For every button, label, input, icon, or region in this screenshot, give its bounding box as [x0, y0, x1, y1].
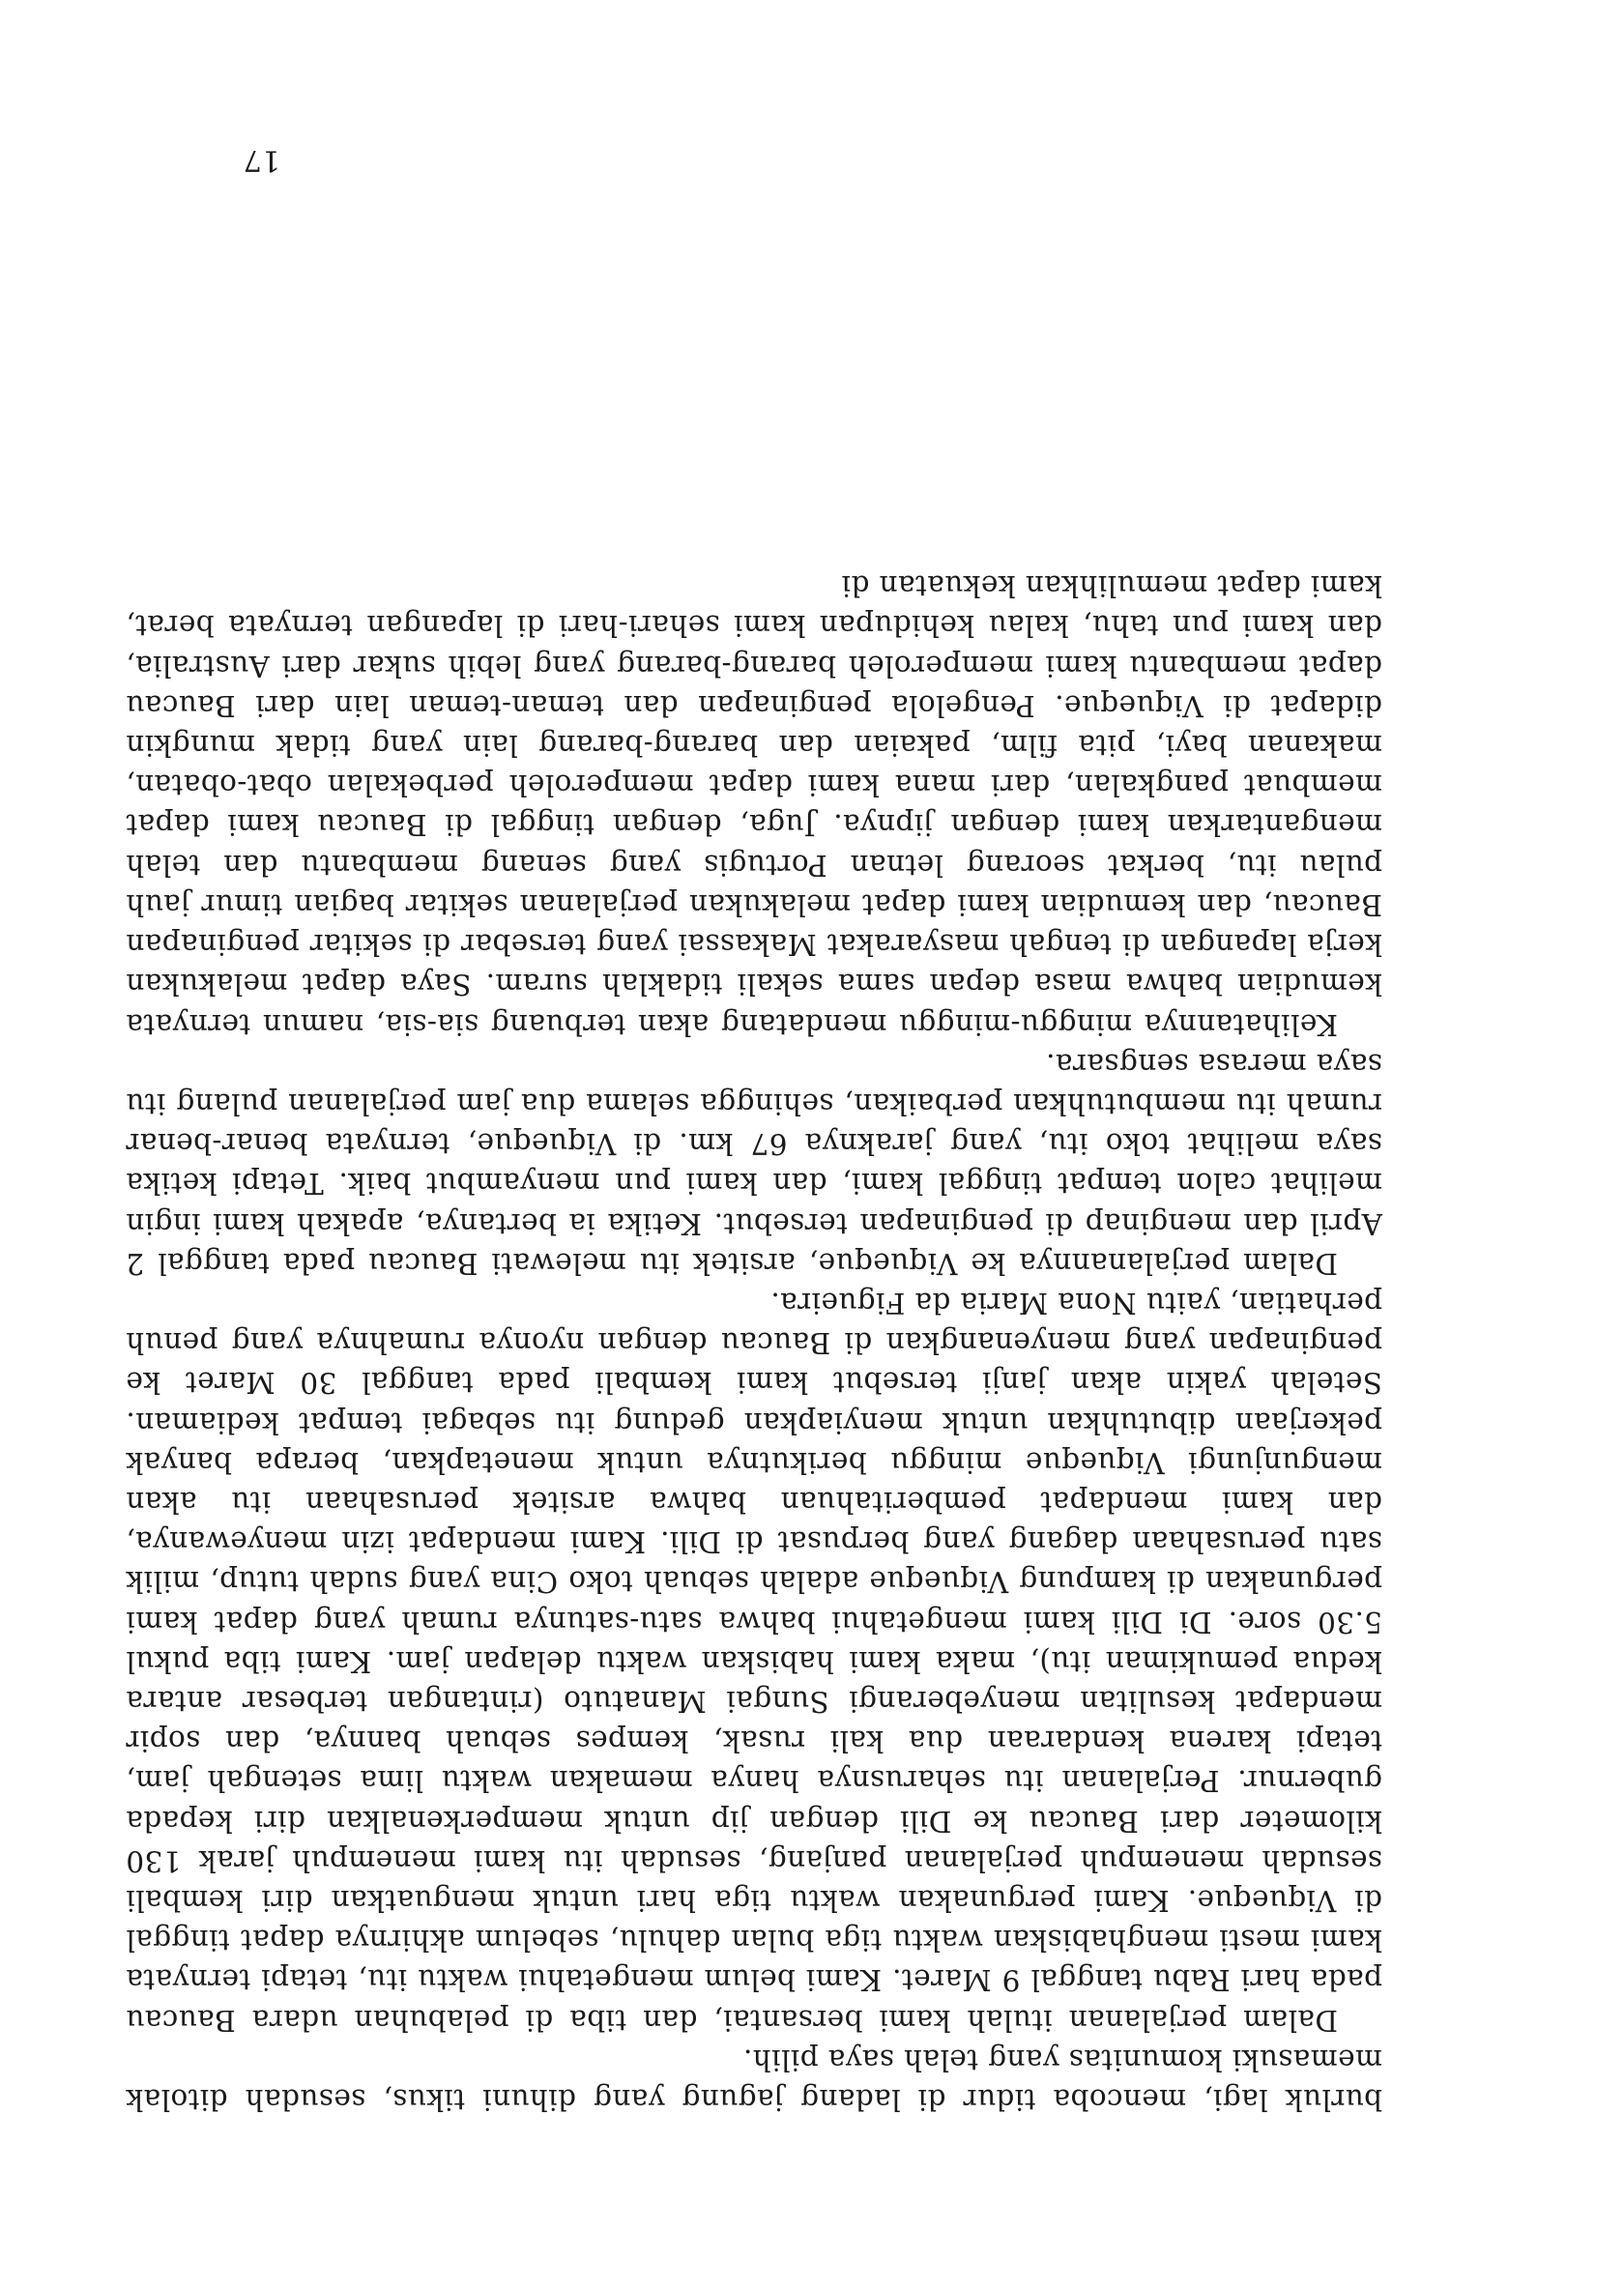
paragraph-continuation: burluk lagi, mencoba tidur di ladang jagung yang dihuni tikus, sesudah ditolak memasuki komunitas yang telah saya pilih.	[126, 2043, 1382, 2116]
paragraph: Dalam perjalanan itulah kami bersantai, dan tiba di pelabuhan udara Baucau pada hari Rabu tanggal 9 Maret. Kami belum mengetahui waktu itu, tetapi ternyata kami mesti menghabiskan waktu tiga bulan dahulu, sebelum akhirnya dapat tinggal di Viqueque. Kami pergunakan waktu tiga hari untuk menguatkan diri kembali sesudah menempuh perjalanan panjang, sesudah itu kami menempuh jarak 130 kilometer dari Baucau ke Dili dengan jip untuk memperkenalkan diri kepada gubernur. Perjalanan itu seharusnya hanya memakan waktu lima setengah jam, tetapi karena kendaraan dua kali rusak, kempes sebuah bannya, dan sopir mendapat kesulitan menyeberangi Sungai Manatuto (rintangan terbesar antara kedua pemukiman itu), maka kami habiskan waktu delapan jam. Kami tiba pukul 5.30 sore. Di Dili kami mengetahui bahwa satu-satunya rumah yang dapat kami pergunakan di kampung Viqueque adalah sebuah toko Cina yang sudah tutup, milik satu perusahaan dagang yang berpusat di Dili. Kami mendapat izin menyewanya, dan kami mendapat pemberitahuan bahwa arsitek perusahaan itu akan mengunjungi Viqueque minggu berikutnya untuk menetapkan, berapa banyak pekerjaan dibutuhkan untuk menyiapkan gedung itu sebagai tempat kediaman. Setelah yakin akan janji tersebut kami kembali pada tanggal 30 Maret ke penginapan yang menyenangkan di Baucau dengan nyonya rumahnya yang penuh perhatian, yaitu Nona Maria da Figueira.	[126, 1286, 1382, 2037]
paragraph: Kelihatannya minggu-minggu mendatang akan terbuang sia-sia, namun ternyata kemudian bahwa masa depan sama sekali tidaklah suram. Saya dapat melakukan kerja lapangan di tengah masyarakat Makassai yang tersebar di sekitar penginapan Baucau, dan kemudian kami dapat melakukan perjalanan sekitar bagian timur jauh pulau itu, berkat seorang letnan Portugis yang senang membantu dan telah mengantarkan kami dengan jipnya. Juga, dengan tinggal di Baucau kami dapat membuat pangkalan, dari mana kami dapat memperoleh perbekalan obat-obatan, makanan bayi, pita film, pakaian dan barang-barang lain yang tidak mungkin didapat di Viqueque. Pengelola penginapan dan teman-teman lain dari Baucau dapat membantu kami memperoleh barang-barang yang lebih sukar dari Australia, dan kami pun tahu, kalau kehidupan kami sehari-hari di lapangan ternyata berat, kami dapat memulihkan kekuatan di	[126, 569, 1382, 1041]
page-number: 17	[243, 143, 280, 177]
body-text	[126, 565, 1382, 2119]
paragraph: Dalam perjalanannya ke Viqueque, arsitek itu melewati Baucau pada tanggal 2 April dan menginap di penginapan tersebut. Ketika ia bertanya, apakah kami ingin melihat calon tempat tinggal kami, dan kami pun menyambut baik. Tetapi ketika saya melihat toko itu, yang jaraknya 67 km. di Viqueque, ternyata benar-benar rumah itu membutuhkan perbaikan, sehingga selama dua jam perjalanan pulang itu saya merasa sengsara.	[126, 1047, 1382, 1280]
